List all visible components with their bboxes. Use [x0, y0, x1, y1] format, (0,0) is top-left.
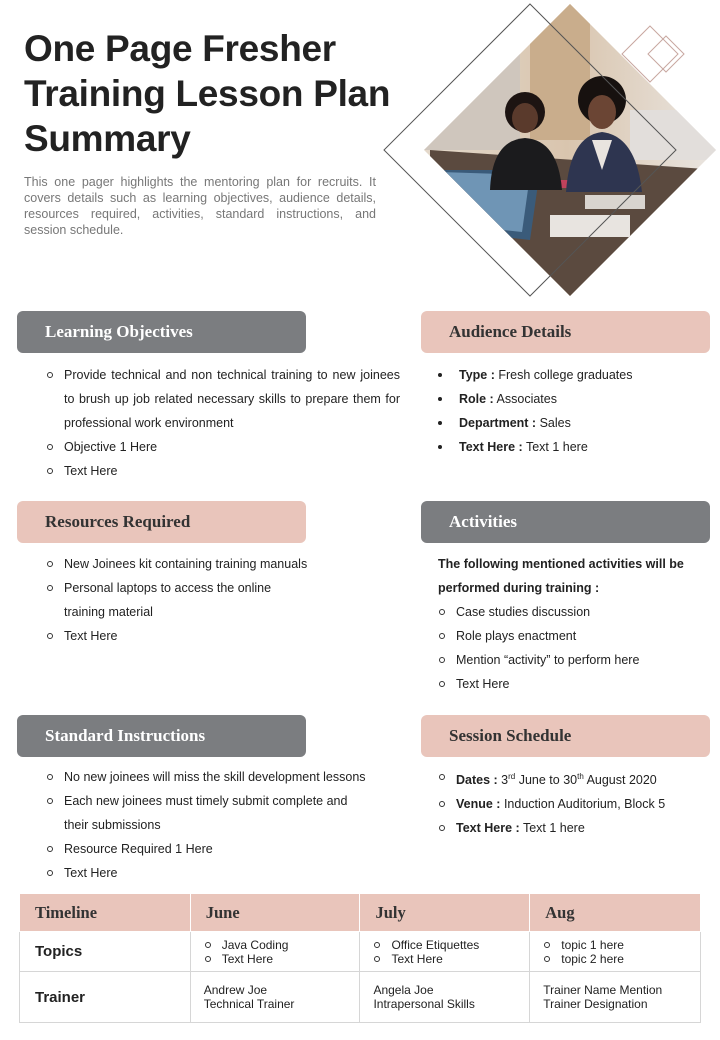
header-photo-decoration — [380, 0, 720, 300]
session-schedule-list — [432, 765, 712, 840]
text-value: Text 1 here — [522, 821, 585, 836]
list-item: Text Here — [40, 624, 340, 648]
list-item: topic 2 here — [543, 952, 687, 966]
audience-value: Sales — [539, 416, 571, 430]
learning-objectives-list — [40, 363, 400, 483]
trainer-name: Angela Joe — [373, 983, 434, 997]
list-item — [435, 387, 705, 411]
audience-label: Type : — [459, 368, 495, 382]
list-item: Mention “activity” to perform here — [432, 648, 702, 672]
trainer-role: Trainer Designation — [543, 997, 648, 1011]
row-header: Trainer — [20, 972, 191, 1023]
timeline-table — [19, 893, 701, 1023]
venue-label: Venue : — [456, 797, 501, 812]
venue-value: Induction Auditorium, Block 5 — [503, 797, 666, 812]
table-row — [20, 972, 701, 1023]
standard-instructions-list — [40, 765, 390, 885]
list-item: Office Etiquettes — [373, 938, 516, 952]
audience-value: Text 1 here — [525, 440, 588, 454]
column-header: July — [360, 894, 530, 932]
activities-lead: The following mentioned activities will be performed during training : — [438, 557, 684, 595]
session-schedule-header: Session Schedule — [421, 715, 710, 757]
list-item — [432, 816, 712, 840]
audience-label: Role : — [459, 392, 494, 406]
trainer-name: Andrew Joe — [203, 983, 268, 997]
list-item: Text Here — [40, 861, 390, 885]
dates-end-sup: th — [577, 772, 584, 781]
activities-list — [432, 600, 702, 696]
table-header-row — [20, 894, 701, 932]
list-item: Java Coding — [204, 938, 347, 952]
trainer-role: Technical Trainer — [203, 997, 295, 1011]
list-item: Text Here — [432, 672, 702, 696]
table-cell — [190, 972, 360, 1023]
text-label: Text Here : — [456, 821, 520, 836]
dates-mid: June to 30 — [515, 773, 578, 788]
dates-end: August 2020 — [583, 773, 657, 788]
table-cell — [360, 972, 530, 1023]
column-header: June — [190, 894, 360, 932]
resources-required-list — [40, 552, 340, 648]
list-item: Text Here — [204, 952, 347, 966]
list-item: Objective 1 Here — [40, 435, 400, 459]
list-item: No new joinees will miss the skill development lessons — [40, 765, 390, 789]
learning-objectives-header: Learning Objectives — [17, 311, 306, 353]
dates-label: Dates : — [456, 773, 498, 788]
row-header: Topics — [20, 932, 191, 972]
list-item: Each new joinees must timely submit complete and their submissions — [40, 789, 366, 837]
list-item: Role plays enactment — [432, 624, 702, 648]
audience-label: Department : — [459, 416, 537, 430]
audience-label: Text Here : — [459, 440, 523, 454]
list-item: Case studies discussion — [432, 600, 702, 624]
audience-value: Associates — [496, 392, 557, 406]
column-header: Timeline — [20, 894, 191, 932]
table-row — [20, 932, 701, 972]
table-cell — [190, 932, 360, 972]
audience-details-header: Audience Details — [421, 311, 710, 353]
list-item: Text Here — [40, 459, 400, 483]
dates-start-day: 3 — [501, 773, 509, 788]
list-item — [432, 765, 712, 792]
list-item — [435, 435, 705, 459]
dates-start-sup: rd — [508, 772, 516, 781]
list-item: Personal laptops to access the online training material — [40, 576, 296, 624]
list-item — [435, 411, 705, 435]
standard-instructions-header: Standard Instructions — [17, 715, 306, 757]
table-cell — [530, 932, 701, 972]
column-header: Aug — [530, 894, 701, 932]
list-item: Text Here — [373, 952, 516, 966]
page-title: One Page Fresher Training Lesson Plan Summary — [24, 28, 391, 159]
audience-details-list — [435, 363, 705, 459]
list-item: topic 1 here — [543, 938, 687, 952]
intro-text: This one pager highlights the mentoring plan for recruits. It covers details such as learning objectives, audience details, resources required, activities, standard instructions, and session schedule. — [24, 175, 376, 237]
resources-required-header: Resources Required — [17, 501, 306, 543]
table-cell — [360, 932, 530, 972]
list-item: Resource Required 1 Here — [40, 837, 390, 861]
activities-header: Activities — [421, 501, 710, 543]
list-item: Provide technical and non technical training to new joinees to brush up job related necessary skills to prepare them for professional work environment — [40, 363, 400, 435]
list-item: New Joinees kit containing training manuals — [40, 552, 340, 576]
trainer-name: Trainer Name Mention — [543, 983, 663, 997]
trainer-role: Intrapersonal Skills — [373, 997, 475, 1011]
table-cell — [530, 972, 701, 1023]
audience-value: Fresh college graduates — [498, 368, 633, 382]
list-item — [435, 363, 705, 387]
list-item — [432, 792, 712, 816]
